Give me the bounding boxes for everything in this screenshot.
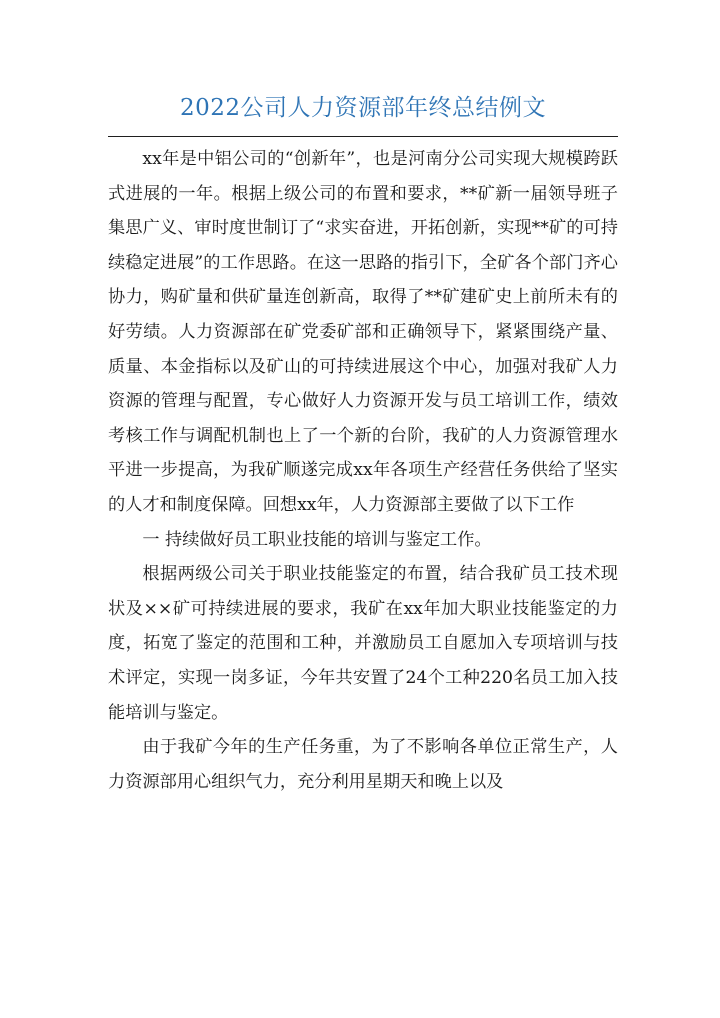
document-body bbox=[108, 142, 618, 799]
title-divider bbox=[108, 136, 618, 137]
paragraph-intro: xx年是中铝公司的“创新年”，也是河南分公司实现大规模跨跃式进展的一年。根据上级公司的布置和要求，**矿新一届领导班子集思广义、审时度世制订了“求实奋进，开拓创新，实现**矿的可持续稳定进展”的工作思路。在这一思路的指引下，全矿各个部门齐心协力，购矿量和供矿量连创新高，取得了**矿建矿史上前所未有的好劳绩。人力资源部在矿党委矿部和正确领导下，紧紧围绕产量、质量、本金指标以及矿山的可持续进展这个中心，加强对我矿人力资源的管理与配置，专心做好人力资源开发与员工培训工作，绩效考核工作与调配机制也上了一个新的台阶，我矿的人力资源管理水平进一步提高，为我矿顺遂完成xx年各项生产经营任务供给了坚实的人才和制度保障。回想xx年，人力资源部主要做了以下工作 bbox=[108, 149, 618, 515]
paragraph-production: 由于我矿今年的生产任务重，为了不影响各单位正常生产，人力资源部用心组织气力，充分利用星期天和晚上以及 bbox=[108, 737, 618, 792]
paragraph-training: 根据两级公司关于职业技能鉴定的布置，结合我矿员工技术现状及××矿可持续进展的要求，我矿在xx年加大职业技能鉴定的力度，拓宽了鉴定的范围和工种，并激励员工自愿加入专项培训与技术评定，实现一岗多证，今年共安置了24个工种220名员工加入技能培训与鉴定。 bbox=[108, 564, 618, 723]
section-heading: 一 持续做好员工职业技能的培训与鉴定工作。 bbox=[142, 529, 492, 550]
document-title: 2022公司人力资源部年终总结例文 bbox=[179, 95, 547, 121]
